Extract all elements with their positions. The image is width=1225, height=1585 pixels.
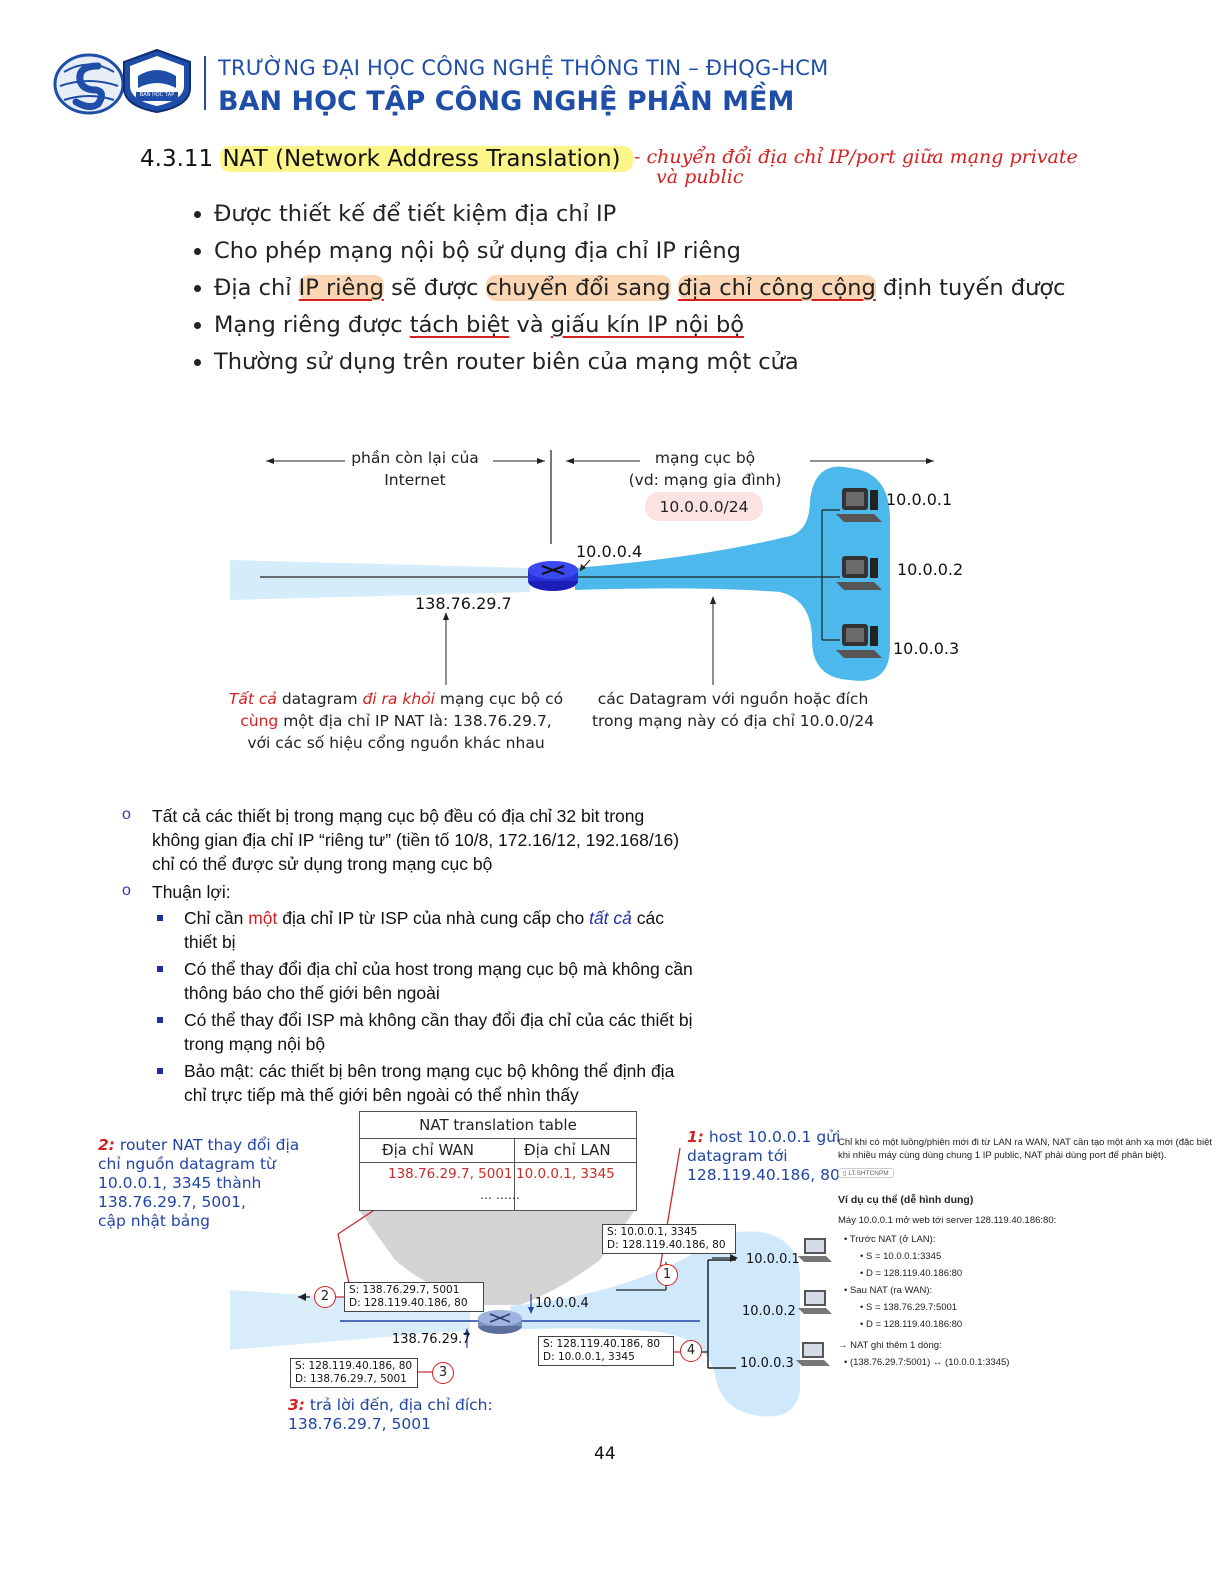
advantage-item: Chỉ cần một địa chỉ IP từ ISP của nhà cung cấp cho tất cả các thiết bị	[184, 908, 664, 952]
host-computer-icon	[834, 622, 884, 666]
advantage-item: Bảo mật: các thiết bị bên trong mạng cục bộ không thể định địa chỉ trực tiếp mà thế giới bên ngoài có thể nhìn thấy	[184, 1061, 675, 1105]
section-title: NAT (Network Address Translation)	[220, 146, 632, 172]
panel-after-title: • Sau NAT (ra WAN):	[844, 1285, 933, 1296]
host-computer-icon	[834, 486, 884, 530]
host-ip: 10.0.0.1	[746, 1252, 800, 1267]
advantages-title: Thuận lợi:	[152, 882, 231, 902]
list-item: • Địa chỉ IP riêng sẽ được chuyển đổi sang địa chỉ công cộng định tuyến được	[214, 270, 1074, 307]
step2-note: 2: router NAT thay đổi địa chỉ nguồn datagram từ 10.0.0.1, 3345 thành 138.76.29.7, 5001, cập nhật bảng	[98, 1136, 300, 1230]
square-bullet-icon	[157, 915, 163, 921]
laptop-icon	[794, 1340, 832, 1370]
internet-label: phần còn lại của Internet	[351, 449, 479, 489]
caption-outgoing: Tất cả datagram đi ra khỏi mạng cục bộ có cùng một địa chỉ IP NAT là: 138.76.29.7, với các số hiệu cổng nguồn khác nhau	[228, 690, 564, 752]
table-cell-wan: 138.76.29.7, 5001	[388, 1166, 513, 1182]
laptop-icon	[796, 1236, 834, 1266]
department-name: BAN HỌC TẬP CÔNG NGHỆ PHẦN MỀM	[218, 86, 795, 117]
circle-bullet-icon: o	[122, 806, 131, 823]
advantage-item: Có thể thay đổi địa chỉ của host trong mạng cục bộ mà không cần thông báo cho thế giới bên ngoài	[184, 959, 693, 1003]
router-lan-ip: 10.0.0.4	[535, 1296, 589, 1311]
packet-1: S: 10.0.0.1, 3345 D: 128.119.40.186, 80	[602, 1224, 736, 1254]
router-wan-ip: 138.76.29.7	[415, 594, 512, 613]
panel-before-s: • S = 10.0.0.1:3345	[860, 1251, 942, 1262]
panel-record: • (138.76.29.7:5001) ↔ (10.0.0.1:3345)	[844, 1357, 1010, 1368]
nat-example-panel	[838, 1136, 1218, 1369]
panel-after-s: • S = 138.76.29.7:5001	[860, 1302, 958, 1313]
panel-example-line: Máy 10.0.0.1 mở web tới server 128.119.40.186:80:	[838, 1215, 1057, 1226]
table-cell-lan: 10.0.0.1, 3345	[516, 1166, 615, 1182]
step-circle: 3	[432, 1362, 454, 1384]
list-item: • Cho phép mạng nội bộ sử dụng địa chỉ IP riêng	[214, 233, 1074, 270]
list-item: • Thường sử dụng trên router biên của mạng một cửa	[214, 344, 1074, 381]
header-divider	[204, 56, 206, 110]
nat-features-list	[180, 196, 1074, 381]
step-circle: 1	[656, 1264, 678, 1286]
host-ip: 10.0.0.3	[740, 1356, 794, 1371]
step3-note: 3: trả lời đến, địa chỉ đích: 138.76.29.7, 5001	[288, 1396, 493, 1433]
handwritten-note	[634, 146, 1078, 188]
header	[0, 0, 1225, 120]
handwritten-note-line1: - chuyển đổi địa chỉ IP/port giữa mạng private	[634, 146, 1078, 168]
panel-record-title: → NAT ghi thêm 1 dòng:	[838, 1340, 942, 1351]
page-number: 44	[594, 1444, 616, 1464]
packet-3: S: 128.119.40.186, 80 D: 138.76.29.7, 5001	[290, 1358, 418, 1388]
panel-before-title: • Trước NAT (ở LAN):	[844, 1234, 936, 1245]
university-logo-icon	[52, 52, 126, 116]
host-ip: 10.0.0.3	[893, 639, 960, 658]
nat-topology-diagram	[0, 440, 1225, 770]
router-lan-ip: 10.0.0.4	[576, 542, 643, 561]
table-header-wan: Địa chỉ WAN	[382, 1141, 474, 1159]
table-title: NAT translation table	[419, 1116, 577, 1134]
step1-note: 1: host 10.0.0.1 gửi datagram tới 128.119.40.186, 80	[687, 1128, 841, 1184]
panel-intro: Chỉ khi có một luồng/phiên mới đi từ LAN ra WAN, NAT cần tạo một ánh xạ mới (đặc biệt khi nhiều máy cùng dùng chung 1 IP public, NAT phải dùng port để phân biệt).	[838, 1137, 1212, 1161]
table-header-lan: Địa chỉ LAN	[524, 1141, 611, 1159]
host-computer-icon	[834, 554, 884, 598]
step-circle: 4	[680, 1340, 702, 1362]
ban-hoc-tap-badge-icon	[120, 48, 194, 114]
packet-2: S: 138.76.29.7, 5001 D: 128.119.40.186, 80	[344, 1282, 484, 1312]
host-ip: 10.0.0.2	[897, 560, 964, 579]
laptop-icon	[796, 1288, 834, 1318]
document-icon: ▯	[843, 1170, 847, 1177]
local-network-label: mạng cục bộ (vd: mạng gia đình)	[628, 449, 782, 489]
section-number: 4.3.11	[140, 146, 214, 172]
caption-local: các Datagram với nguồn hoặc đích trong mạng này có địa chỉ 10.0.0/24	[591, 690, 875, 730]
panel-example-title: Ví dụ cụ thể (dễ hình dung)	[838, 1194, 974, 1206]
host-ip: 10.0.0.1	[886, 490, 953, 509]
list-item: • Được thiết kế để tiết kiệm địa chỉ IP	[214, 196, 1074, 233]
private-address-paragraph: Tất cả các thiết bị trong mạng cục bộ đều có địa chỉ 32 bit trong không gian địa chỉ IP “riêng tư” (tiền tố 10/8, 172.16/12, 192.168/16) chỉ có thể được sử dụng trong mạng cục bộ	[152, 806, 680, 874]
square-bullet-icon	[157, 1017, 163, 1023]
square-bullet-icon	[157, 1068, 163, 1074]
router-wan-ip: 138.76.29.7	[392, 1332, 471, 1347]
list-item: • Mạng riêng được tách biệt và giấu kín IP nội bộ	[214, 307, 1074, 344]
advantage-item: Có thể thay đổi ISP mà không cần thay đổi địa chỉ của các thiết bị trong mạng nội bộ	[184, 1010, 693, 1054]
packet-4: S: 128.119.40.186, 80 D: 10.0.0.1, 3345	[538, 1336, 674, 1366]
host-ip: 10.0.0.2	[742, 1304, 796, 1319]
university-name: TRƯỜNG ĐẠI HỌC CÔNG NGHỆ THÔNG TIN – ĐHQG-HCM	[218, 56, 829, 80]
panel-after-d: • D = 128.119.40.186:80	[860, 1319, 963, 1330]
circle-bullet-icon: o	[122, 882, 131, 899]
square-bullet-icon	[157, 966, 163, 972]
panel-tag: ▯ LT.SHTCNPM	[838, 1168, 894, 1178]
step-circle: 2	[314, 1286, 336, 1308]
table-cell-more: … ……	[480, 1188, 520, 1202]
section-heading	[140, 146, 633, 172]
subnet-label: 10.0.0.0/24	[659, 498, 749, 516]
nat-translation-table	[359, 1111, 637, 1211]
badge-label: BAN HỌC TẬP	[139, 92, 175, 98]
handwritten-note-line2: và public	[656, 166, 744, 188]
panel-before-d: • D = 128.119.40.186:80	[860, 1268, 963, 1279]
